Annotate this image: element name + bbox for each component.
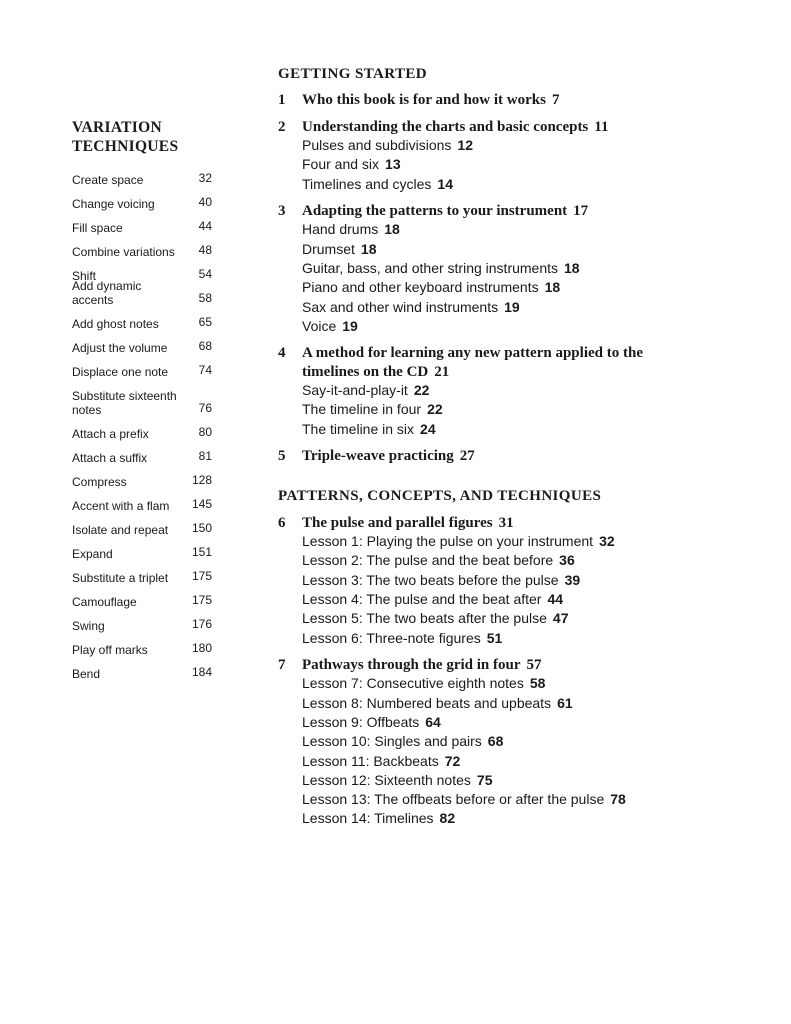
- subsection-item[interactable]: [302, 790, 658, 809]
- chapter-entry: [278, 447, 658, 466]
- variation-technique-item[interactable]: [72, 609, 212, 633]
- variation-technique-page: 151: [191, 545, 212, 559]
- subsection-title: Lesson 5: The two beats after the pulse: [302, 610, 547, 627]
- subsection-page: 13: [385, 156, 401, 173]
- chapter-page: 31: [498, 514, 514, 531]
- sidebar-title-line1: VARIATION: [72, 119, 162, 136]
- variation-technique-label: Shift: [72, 269, 97, 283]
- subsection-item[interactable]: [302, 317, 658, 336]
- chapter-title-text: Pathways through the grid in four: [302, 656, 521, 673]
- subsection-page: 75: [476, 771, 493, 788]
- subsection-title: Drumset: [302, 240, 355, 257]
- subsection-title: Lesson 1: Playing the pulse on your instrument: [302, 533, 594, 550]
- variation-technique-page: 145: [191, 497, 212, 511]
- variation-technique-page: 65: [198, 315, 212, 329]
- variation-technique-item[interactable]: [72, 465, 212, 489]
- chapter-entry: [278, 656, 658, 829]
- subsection-title: Piano and other keyboard instruments: [302, 279, 539, 296]
- variation-technique-item[interactable]: [72, 513, 212, 537]
- subsection-item[interactable]: [302, 381, 658, 400]
- chapter-title: [302, 514, 658, 533]
- part-title: PATTERNS, CONCEPTS, AND TECHNIQUES: [278, 487, 602, 504]
- subsection-item[interactable]: [302, 713, 658, 732]
- sidebar-title-line2: TECHNIQUES: [72, 138, 179, 155]
- variation-technique-item[interactable]: [72, 163, 212, 187]
- subsection-item[interactable]: [302, 220, 658, 239]
- variation-techniques-sidebar: [72, 118, 212, 681]
- variation-technique-label: Displace one note: [72, 365, 169, 379]
- subsection-title: Lesson 4: The pulse and the beat after: [302, 590, 542, 607]
- subsection-title: Lesson 6: Three-note figures: [302, 629, 481, 646]
- chapter-title: [302, 118, 658, 137]
- subsection-title: Lesson 13: The offbeats before or after the pulse: [302, 791, 605, 808]
- variation-technique-label: Combine variations: [72, 245, 175, 259]
- subsection-item[interactable]: [302, 259, 658, 278]
- variation-technique-label: Change voicing: [72, 197, 155, 211]
- variation-technique-label: Isolate and repeat: [72, 523, 169, 537]
- variation-technique-item[interactable]: [72, 417, 212, 441]
- subsection-list: [278, 532, 658, 648]
- subsection-item[interactable]: [302, 136, 658, 155]
- sidebar-title: [72, 118, 212, 156]
- variation-technique-page: 175: [191, 593, 212, 607]
- variation-technique-label: Camouflage: [72, 595, 137, 609]
- subsection-title: Hand drums: [302, 221, 379, 238]
- chapter-heading[interactable]: [278, 656, 658, 675]
- subsection-title: Timelines and cycles: [302, 175, 432, 192]
- chapter-entry: [278, 344, 658, 439]
- subsection-list: [278, 220, 658, 336]
- variation-technique-label: Expand: [72, 547, 113, 561]
- variation-technique-label: Fill space: [72, 221, 123, 235]
- chapter-title-text: Who this book is for and how it works: [302, 92, 546, 108]
- subsection-title: Pulses and subdivisions: [302, 137, 452, 153]
- subsection-item[interactable]: [302, 571, 658, 590]
- variation-technique-item[interactable]: [72, 585, 212, 609]
- variation-technique-item[interactable]: [72, 489, 212, 513]
- subsection-title: Lesson 12: Sixteenth notes: [302, 771, 471, 788]
- subsection-item[interactable]: [302, 674, 658, 693]
- subsection-page: 72: [444, 752, 461, 769]
- subsection-list: [278, 674, 658, 828]
- subsection-title: Lesson 3: The two beats before the pulse: [302, 571, 559, 588]
- variation-technique-item[interactable]: [72, 279, 212, 307]
- variation-technique-item[interactable]: [72, 633, 212, 657]
- subsection-page: 18: [360, 240, 377, 257]
- variation-technique-item[interactable]: [72, 307, 212, 331]
- variation-technique-label: Accent with a flam: [72, 499, 170, 513]
- variation-technique-page: 80: [198, 425, 212, 439]
- subsection-item[interactable]: [302, 400, 658, 419]
- subsection-page: 39: [564, 571, 581, 588]
- chapter-number: 6: [278, 514, 286, 531]
- subsection-page: 64: [425, 713, 441, 730]
- chapter-page: 17: [573, 202, 589, 219]
- chapter-title: [302, 344, 658, 381]
- chapter-entry: [278, 118, 658, 194]
- chapter-entry: [278, 202, 658, 336]
- variation-technique-page: 176: [191, 617, 212, 631]
- subsection-item[interactable]: [302, 298, 658, 317]
- chapter-page: 7: [551, 92, 560, 108]
- subsection-item[interactable]: [302, 771, 658, 790]
- subsection-title: Guitar, bass, and other string instruments: [302, 259, 559, 276]
- subsection-title: Lesson 14: Timelines: [302, 810, 434, 827]
- subsection-page: 19: [504, 298, 520, 315]
- chapter-title: [302, 202, 658, 221]
- variation-technique-page: 40: [198, 195, 212, 209]
- subsection-page: 82: [439, 810, 456, 827]
- chapter-number: 3: [278, 202, 286, 219]
- variation-technique-label: Create space: [72, 173, 144, 187]
- subsection-page: 32: [599, 533, 615, 550]
- chapter-heading[interactable]: [278, 447, 658, 466]
- variation-technique-page: 68: [198, 339, 212, 353]
- variation-technique-item[interactable]: [72, 235, 212, 259]
- chapter-page: 27: [459, 448, 475, 465]
- chapter-title-text: Understanding the charts and basic concepts: [302, 118, 589, 135]
- subsection-page: 58: [529, 675, 546, 692]
- subsection-item[interactable]: [302, 694, 658, 713]
- chapter-number: 5: [278, 448, 286, 465]
- subsection-item[interactable]: [302, 752, 658, 771]
- subsection-list: [278, 381, 658, 439]
- variation-technique-page: 180: [191, 641, 212, 655]
- variation-technique-page: 150: [191, 521, 212, 535]
- chapter-heading[interactable]: [278, 202, 658, 221]
- chapter-page: 21: [434, 363, 450, 380]
- subsection-page: 18: [384, 221, 400, 238]
- subsection-page: 18: [544, 279, 561, 296]
- part-title: GETTING STARTED: [278, 66, 427, 82]
- variation-technique-item[interactable]: [72, 355, 212, 379]
- subsection-item[interactable]: [302, 532, 658, 551]
- variation-technique-page: 175: [191, 569, 212, 583]
- subsection-page: 47: [552, 610, 569, 627]
- subsection-list: [278, 136, 658, 194]
- subsection-page: 24: [420, 420, 436, 437]
- variation-technique-label: Compress: [72, 475, 127, 489]
- subsection-title: Four and six: [302, 156, 380, 173]
- variation-technique-label: Substitute a triplet: [72, 571, 169, 585]
- subsection-title: The timeline in four: [302, 401, 422, 418]
- variation-technique-item[interactable]: [72, 379, 212, 417]
- subsection-item[interactable]: [302, 551, 658, 570]
- variation-technique-page: 32: [198, 171, 212, 185]
- subsection-page: 14: [437, 175, 453, 192]
- variation-technique-page: 44: [198, 219, 212, 233]
- variation-technique-page: 184: [191, 665, 212, 679]
- variation-technique-page: 76: [198, 401, 212, 415]
- chapter-entry: [278, 514, 658, 648]
- chapter-page: 57: [526, 656, 542, 673]
- variation-technique-label: Attach a prefix: [72, 427, 149, 441]
- chapter-title-text: A method for learning any new pattern applied to the timelines on the CD: [302, 345, 643, 380]
- subsection-item[interactable]: [302, 609, 658, 628]
- variation-technique-label: Attach a suffix: [72, 451, 148, 465]
- table-of-contents: [278, 64, 658, 829]
- subsection-page: 12: [457, 137, 473, 153]
- variation-technique-label: Swing: [72, 619, 105, 633]
- subsection-page: 51: [486, 629, 503, 646]
- subsection-item[interactable]: [302, 420, 658, 439]
- chapter-title-text: The pulse and parallel figures: [302, 514, 493, 531]
- variation-technique-page: 58: [198, 291, 212, 305]
- variation-technique-label: Add dynamic accents: [72, 279, 142, 307]
- subsection-title: Sax and other wind instruments: [302, 298, 499, 315]
- chapter-page: 11: [594, 118, 609, 135]
- subsection-title: Say-it-and-play-it: [302, 382, 408, 399]
- subsection-item[interactable]: [302, 590, 658, 609]
- subsection-title: The timeline in six: [302, 420, 415, 437]
- subsection-page: 78: [610, 791, 626, 808]
- variation-technique-label: Adjust the volume: [72, 341, 168, 355]
- variation-technique-page: 54: [198, 267, 212, 281]
- subsection-item[interactable]: [302, 809, 658, 828]
- subsection-title: Lesson 2: The pulse and the beat before: [302, 552, 554, 569]
- variation-technique-item[interactable]: [72, 211, 212, 235]
- chapter-entry: [278, 91, 658, 110]
- chapter-heading[interactable]: [278, 344, 658, 381]
- variation-technique-page: 48: [198, 243, 212, 257]
- chapter-title-text: Triple-weave practicing: [302, 448, 454, 465]
- chapter-number: 7: [278, 656, 286, 673]
- variation-technique-page: 81: [198, 449, 212, 463]
- subsection-item[interactable]: [302, 240, 658, 259]
- subsection-title: Lesson 9: Offbeats: [302, 713, 420, 730]
- subsection-item[interactable]: [302, 732, 658, 751]
- chapter-heading[interactable]: [278, 91, 658, 110]
- subsection-item[interactable]: [302, 175, 658, 194]
- subsection-page: 44: [547, 590, 564, 607]
- chapter-number: 2: [278, 118, 286, 135]
- variation-technique-item[interactable]: [72, 441, 212, 465]
- variation-technique-item[interactable]: [72, 187, 212, 211]
- variation-technique-label: Add ghost notes: [72, 317, 159, 331]
- variation-technique-item[interactable]: [72, 331, 212, 355]
- subsection-page: 19: [342, 317, 358, 334]
- chapter-number: 1: [278, 92, 286, 108]
- subsection-title: Lesson 7: Consecutive eighth notes: [302, 675, 524, 692]
- subsection-page: 61: [557, 694, 573, 711]
- variation-technique-item[interactable]: [72, 537, 212, 561]
- subsection-title: Voice: [302, 317, 337, 334]
- variation-technique-page: 128: [191, 473, 212, 487]
- variation-technique-item[interactable]: [72, 561, 212, 585]
- subsection-item[interactable]: [302, 155, 658, 174]
- variation-technique-label: Substitute sixteenth notes: [72, 389, 177, 417]
- variation-techniques-list: [72, 163, 212, 681]
- variation-technique-page: 74: [198, 363, 212, 377]
- variation-technique-label: Bend: [72, 667, 101, 681]
- subsection-page: 22: [413, 382, 430, 399]
- subsection-title: Lesson 11: Backbeats: [302, 752, 439, 769]
- chapter-number: 4: [278, 345, 286, 362]
- subsection-page: 68: [487, 733, 504, 750]
- subsection-page: 18: [564, 259, 580, 276]
- chapter-title: [302, 91, 658, 110]
- chapter-title: [302, 447, 658, 466]
- subsection-item[interactable]: [302, 629, 658, 648]
- chapter-title: [302, 656, 658, 675]
- subsection-title: Lesson 8: Numbered beats and upbeats: [302, 694, 552, 711]
- subsection-title: Lesson 10: Singles and pairs: [302, 733, 482, 750]
- chapter-title-text: Adapting the patterns to your instrument: [302, 202, 568, 219]
- chapter-heading[interactable]: [278, 514, 658, 533]
- variation-technique-item[interactable]: [72, 657, 212, 681]
- subsection-item[interactable]: [302, 278, 658, 297]
- variation-technique-label: Play off marks: [72, 643, 148, 657]
- subsection-page: 22: [427, 401, 443, 418]
- subsection-page: 36: [559, 552, 575, 569]
- chapter-heading[interactable]: [278, 118, 658, 137]
